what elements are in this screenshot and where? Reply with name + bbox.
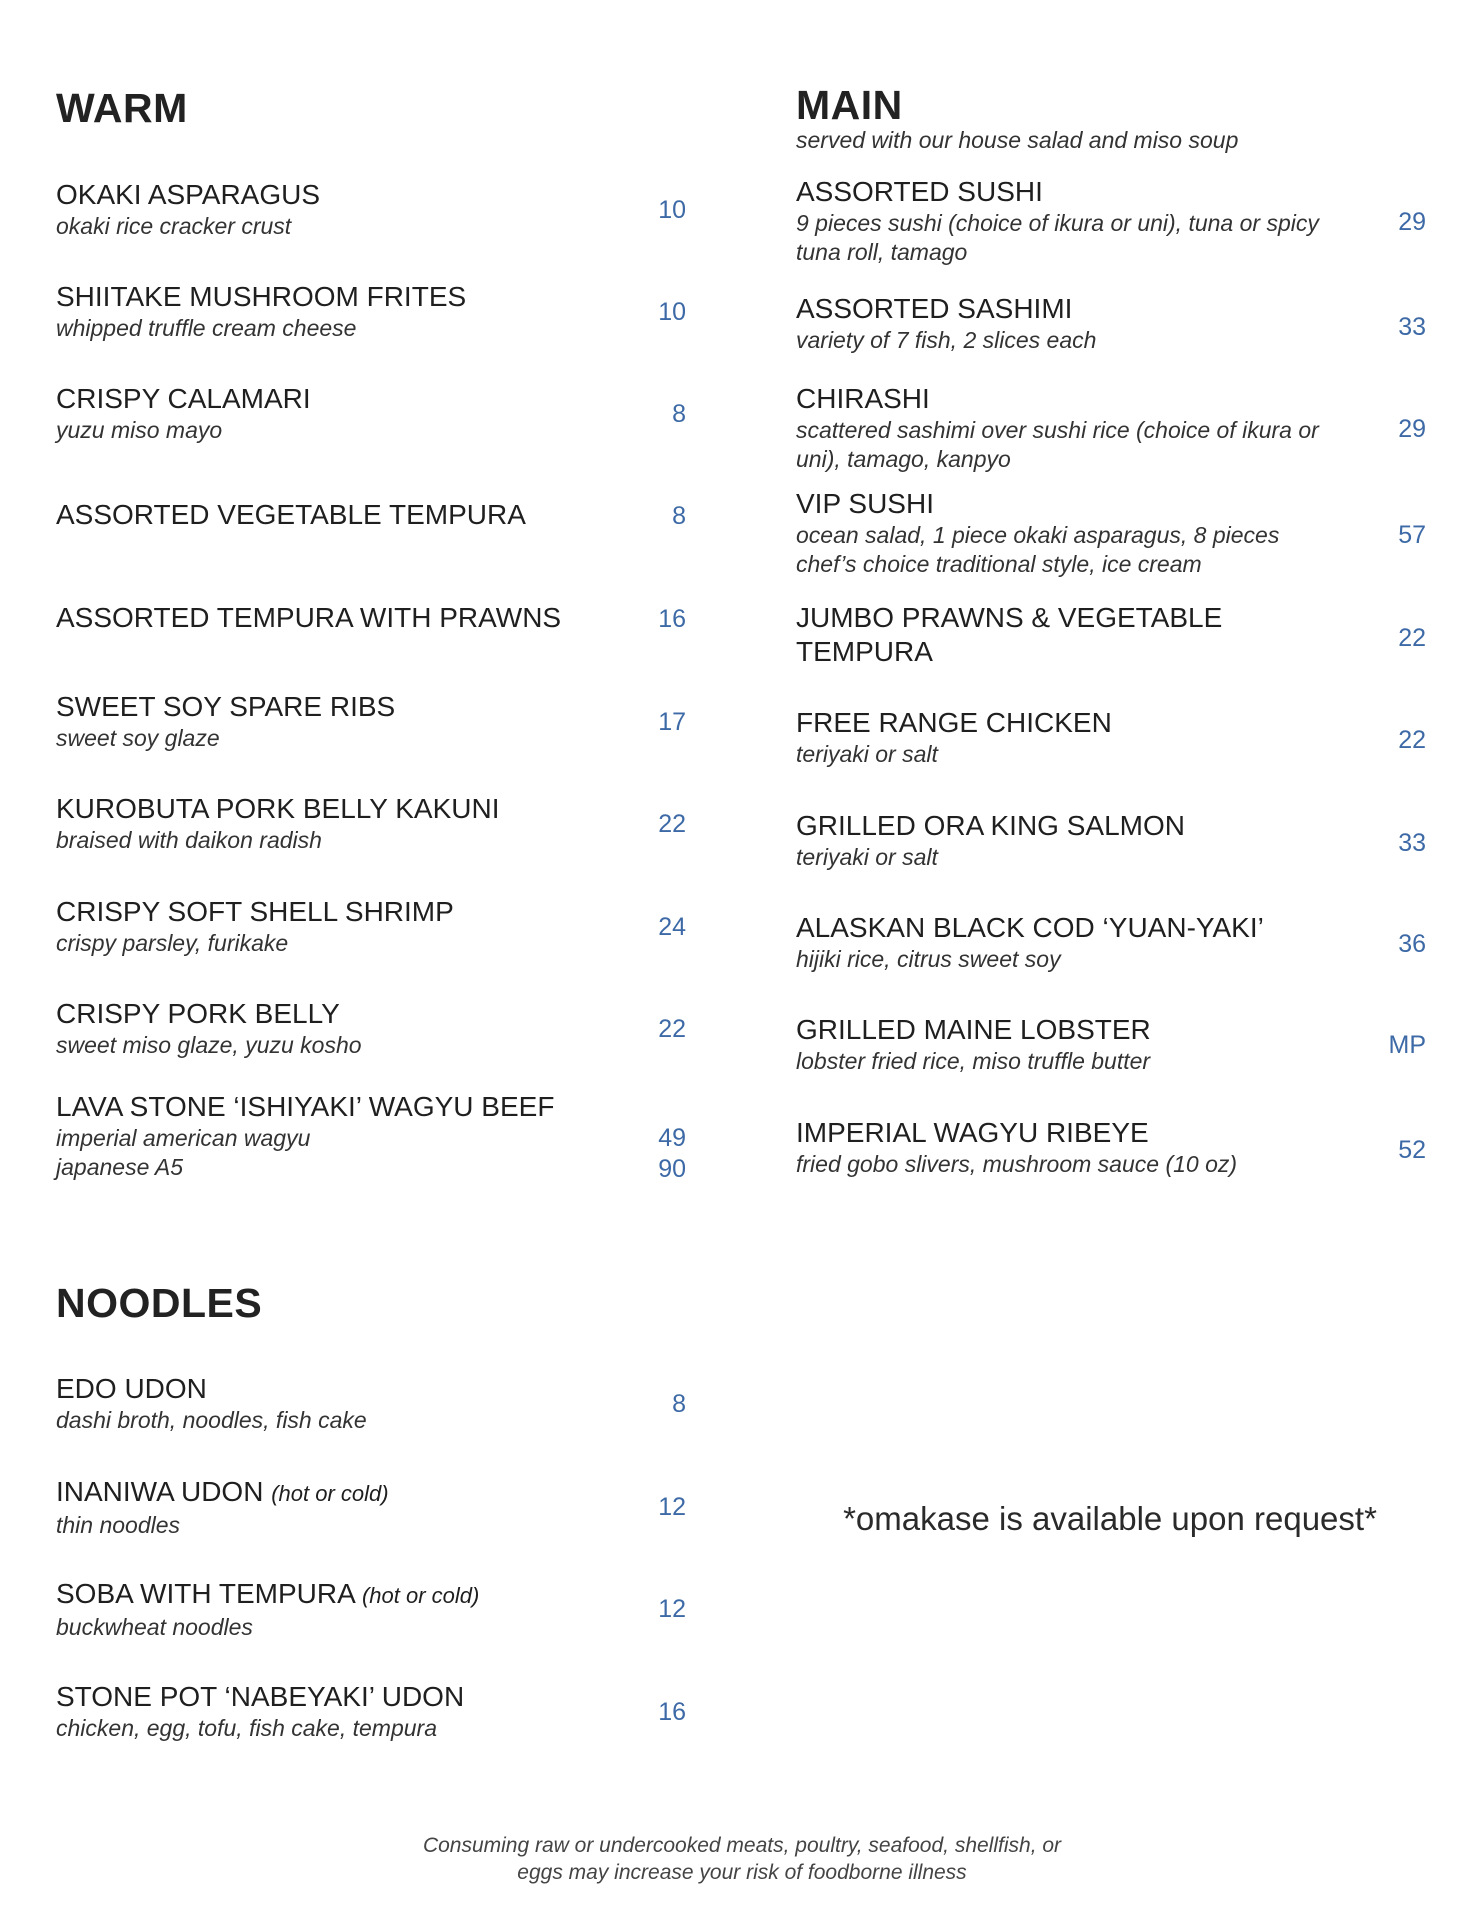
menu-item (56, 498, 526, 532)
item-price: 36 (1398, 930, 1426, 958)
item-name: SOBA WITH TEMPURA (hot or cold) (56, 1578, 480, 1609)
item-name: GRILLED ORA KING SALMON (796, 810, 1185, 841)
item-desc: variety of 7 fish, 2 slices each (796, 327, 1097, 353)
item-desc: dashi broth, noodles, fish cake (56, 1407, 367, 1433)
item-name: CHIRASHI (796, 383, 930, 414)
item-price: 12 (658, 1493, 686, 1521)
item-desc: fried gobo slivers, mushroom sauce (10 oz) (796, 1151, 1238, 1177)
item-desc: teriyaki or salt (796, 741, 938, 767)
item-price: 24 (658, 913, 686, 941)
item-desc: imperial american wagyu (56, 1125, 311, 1151)
item-desc: buckwheat noodles (56, 1614, 253, 1640)
menu-item (56, 1577, 479, 1642)
item-price: 16 (658, 605, 686, 633)
disclaimer-line: eggs may increase your risk of foodborne illness (517, 1861, 967, 1884)
item-name: CRISPY SOFT SHELL SHRIMP (56, 896, 454, 927)
item-desc: ocean salad, 1 piece okaki asparagus, 8 pieces (796, 522, 1280, 548)
menu-item (796, 911, 1264, 974)
item-name: VIP SUSHI (796, 488, 934, 519)
item-price: 22 (1398, 726, 1426, 754)
item-desc: okaki rice cracker crust (56, 213, 292, 239)
menu-item (796, 292, 1096, 355)
item-desc: hijiki rice, citrus sweet soy (796, 946, 1061, 972)
section-title-noodles: NOODLES (56, 1280, 263, 1326)
item-price: 22 (658, 810, 686, 838)
menu-item (796, 1013, 1151, 1076)
item-desc: sweet miso glaze, yuzu kosho (56, 1032, 362, 1058)
item-name: ALASKAN BLACK COD ‘YUAN-YAKI’ (796, 912, 1264, 943)
menu-item (796, 1116, 1237, 1179)
section-title-warm: WARM (56, 85, 188, 131)
menu-item (796, 706, 1112, 769)
item-name: ASSORTED VEGETABLE TEMPURA (56, 499, 526, 530)
disclaimer-line: Consuming raw or undercooked meats, poultry, seafood, shellfish, or (422, 1834, 1062, 1857)
item-name: GRILLED MAINE LOBSTER (796, 1014, 1151, 1045)
item-desc: crispy parsley, furikake (56, 930, 289, 956)
item-name: LAVA STONE ‘ISHIYAKI’ WAGYU BEEF (56, 1091, 555, 1122)
item-price: 29 (1398, 208, 1426, 236)
item-name: KUROBUTA PORK BELLY KAKUNI (56, 793, 500, 824)
menu-item (56, 895, 454, 958)
item-name: CRISPY PORK BELLY (56, 998, 340, 1029)
item-name: TEMPURA (796, 636, 933, 667)
item-desc: yuzu miso mayo (56, 417, 223, 443)
menu-item (56, 1090, 554, 1182)
item-name: FREE RANGE CHICKEN (796, 707, 1112, 738)
item-name: SWEET SOY SPARE RIBS (56, 691, 396, 722)
item-name: INANIWA UDON (hot or cold) (56, 1476, 389, 1507)
item-name: ASSORTED SASHIMI (796, 293, 1073, 324)
item-price: 22 (658, 1015, 686, 1043)
menu-item (796, 175, 1319, 267)
item-price: 49 (658, 1124, 686, 1152)
item-desc: braised with daikon radish (56, 827, 322, 853)
menu-item (56, 997, 362, 1060)
item-price: 17 (658, 708, 686, 736)
menu-item (796, 601, 1222, 669)
section-title-main: MAIN (796, 82, 903, 128)
item-name: STONE POT ‘NABEYAKI’ UDON (56, 1681, 465, 1712)
menu-item (56, 382, 311, 445)
item-desc: teriyaki or salt (796, 844, 938, 870)
item-name: ASSORTED TEMPURA WITH PRAWNS (56, 602, 562, 633)
item-price: 8 (672, 1390, 686, 1418)
item-price: 8 (672, 502, 686, 530)
item-price: 8 (672, 400, 686, 428)
item-name: JUMBO PRAWNS & VEGETABLE (796, 602, 1223, 633)
item-price: 52 (1398, 1136, 1426, 1164)
item-price: 22 (1398, 624, 1426, 652)
item-desc: chicken, egg, tofu, fish cake, tempura (56, 1715, 437, 1741)
item-price: 33 (1398, 313, 1426, 341)
item-price: MP (1388, 1031, 1426, 1059)
menu-item (56, 1475, 389, 1540)
item-price: 10 (658, 196, 686, 224)
item-desc: whipped truffle cream cheese (56, 315, 357, 341)
menu-item (796, 809, 1185, 872)
item-price: 33 (1398, 829, 1426, 857)
item-price: 12 (658, 1595, 686, 1623)
item-desc: japanese A5 (56, 1154, 184, 1180)
menu-item (56, 280, 466, 343)
item-price: 16 (658, 1698, 686, 1726)
item-name: SHIITAKE MUSHROOM FRITES (56, 281, 467, 312)
item-name: IMPERIAL WAGYU RIBEYE (796, 1117, 1149, 1148)
item-desc: chef’s choice traditional style, ice cream (796, 551, 1202, 577)
item-name: EDO UDON (56, 1373, 207, 1404)
menu-item (796, 382, 1319, 474)
item-desc: tuna roll, tamago (796, 239, 968, 265)
menu-item (56, 1372, 367, 1435)
item-desc: scattered sashimi over sushi rice (choice of ikura or (796, 417, 1319, 443)
item-desc: lobster fried rice, miso truffle butter (796, 1048, 1151, 1074)
item-name: OKAKI ASPARAGUS (56, 179, 321, 210)
item-desc: thin noodles (56, 1512, 181, 1538)
menu-item (56, 1680, 464, 1743)
menu-item (56, 178, 320, 241)
item-name: CRISPY CALAMARI (56, 383, 311, 414)
item-name: ASSORTED SUSHI (796, 176, 1043, 207)
item-price: 57 (1398, 521, 1426, 549)
menu-item (56, 792, 499, 855)
item-desc: 9 pieces sushi (choice of ikura or uni), tuna or spicy (796, 210, 1319, 236)
food-safety-disclaimer (300, 1832, 1184, 1886)
menu-item (56, 601, 561, 635)
item-price: 90 (658, 1155, 686, 1183)
menu-item (56, 690, 395, 753)
item-price: 29 (1398, 415, 1426, 443)
item-desc: sweet soy glaze (56, 725, 220, 751)
item-price: 10 (658, 298, 686, 326)
item-desc: uni), tamago, kanpyo (796, 446, 1011, 472)
omakase-note: *omakase is available upon request* (843, 1500, 1377, 1537)
menu-item (796, 487, 1279, 579)
section-subtitle-main: served with our house salad and miso soup (796, 127, 1239, 153)
